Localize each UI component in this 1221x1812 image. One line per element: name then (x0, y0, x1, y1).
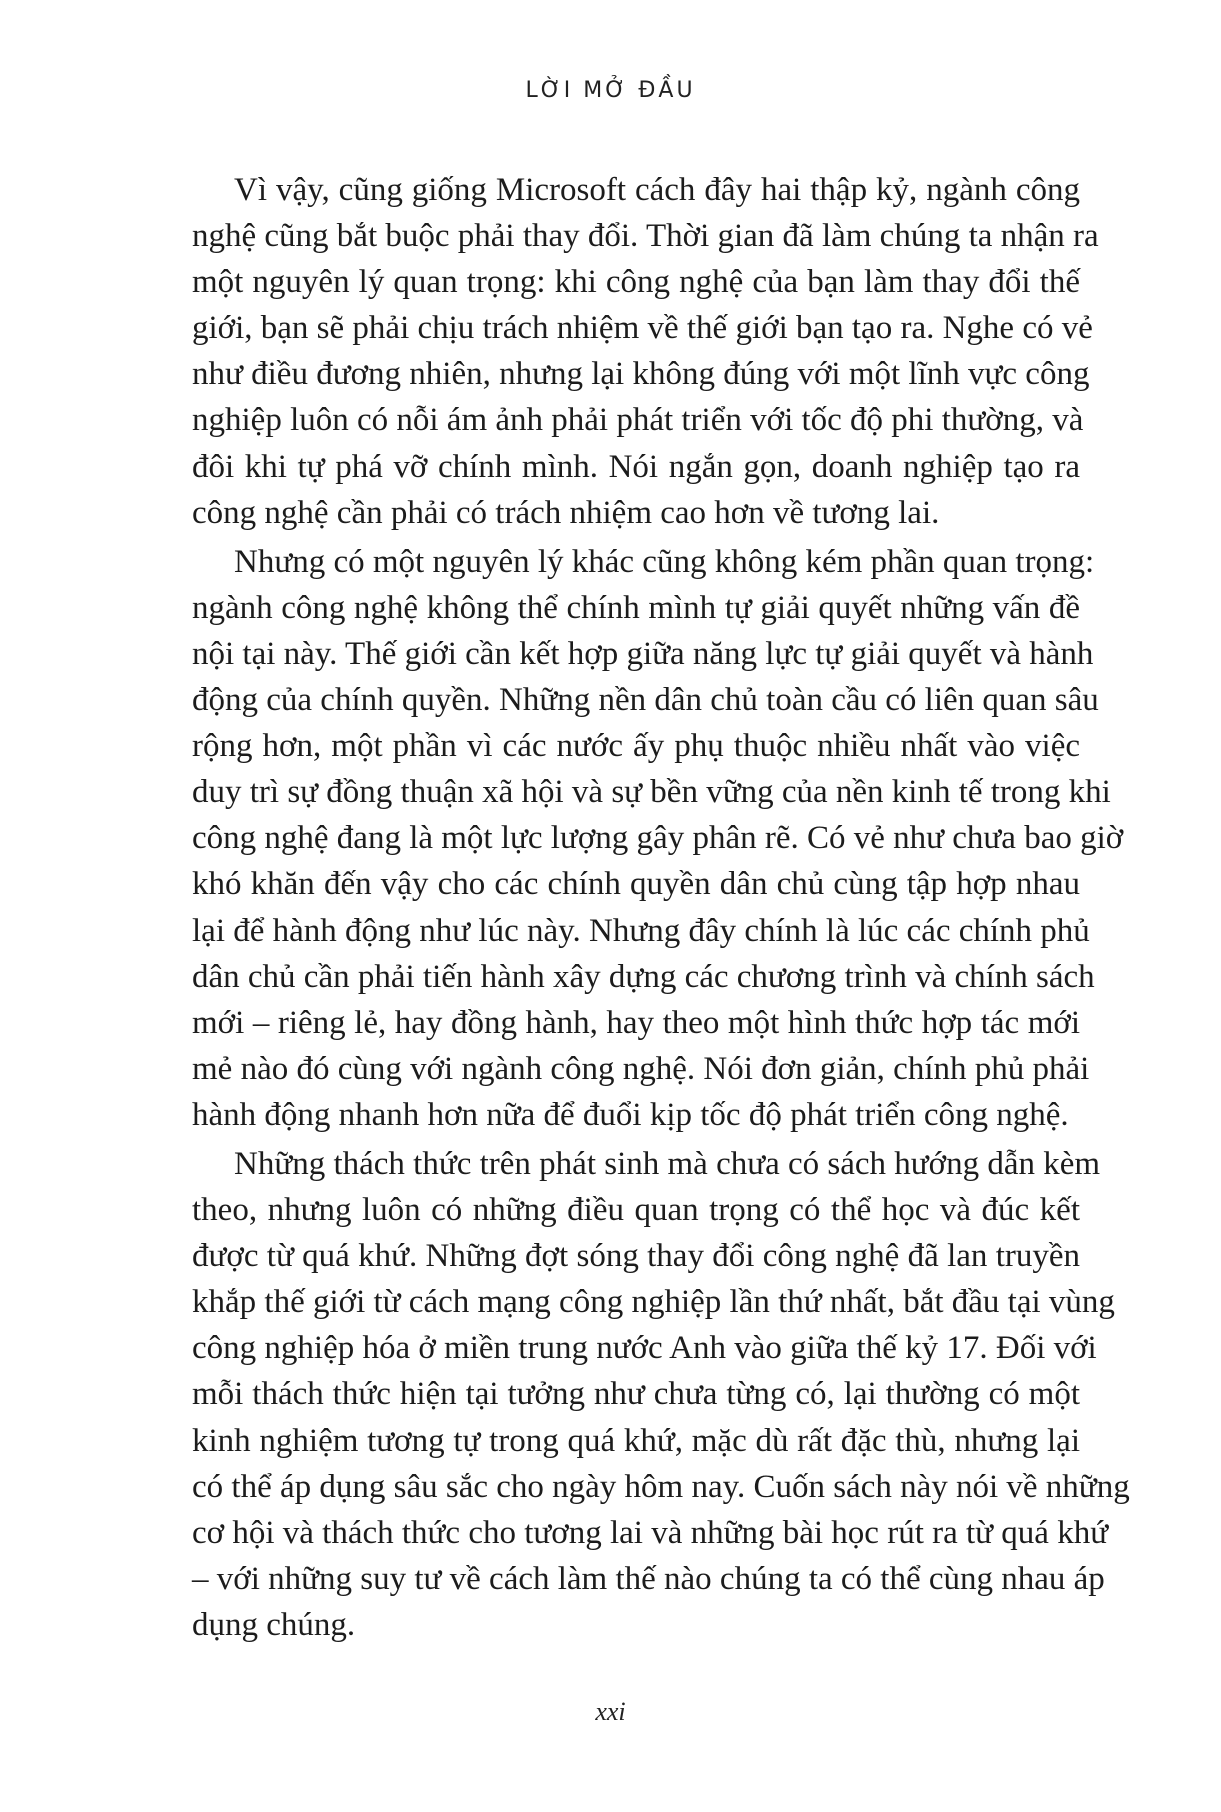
text-line: hành động nhanh hơn nữa để đuổi kịp tốc độ phát triển công nghệ. (192, 1096, 1069, 1133)
text-line: như điều đương nhiên, nhưng lại không đúng với một lĩnh vực công (192, 356, 1090, 393)
text-line: khắp thế giới từ cách mạng công nghiệp lần thứ nhất, bắt đầu tại vùng (192, 1284, 1115, 1321)
text-line: theo, nhưng luôn có những điều quan trọng có thể học và đúc kết (192, 1192, 1080, 1229)
paragraph-1 (150, 167, 1099, 536)
text-line: ngành công nghệ không thể chính mình tự giải quyết những vấn đề (192, 589, 1080, 626)
text-line: một nguyên lý quan trọng: khi công nghệ của bạn làm thay đổi thế (192, 264, 1080, 301)
text-line: được từ quá khứ. Những đợt sóng thay đổi công nghệ đã lan truyền (192, 1238, 1080, 1275)
text-line: khó khăn đến vậy cho các chính quyền dân chủ cùng tập hợp nhau (192, 866, 1080, 903)
text-line: mới – riêng lẻ, hay đồng hành, hay theo một hình thức hợp tác mới (192, 1004, 1080, 1041)
text-line: dụng chúng. (192, 1606, 356, 1643)
text-line: Nhưng có một nguyên lý khác cũng không kém phần quan trọng: (234, 543, 1095, 580)
paragraph-2 (150, 539, 1124, 1138)
text-line: Những thách thức trên phát sinh mà chưa có sách hướng dẫn kèm (234, 1145, 1101, 1182)
text-line: nghiệp luôn có nỗi ám ảnh phải phát triển với tốc độ phi thường, và (192, 402, 1084, 439)
running-header: LỜI MỞ ĐẦU (525, 78, 696, 103)
text-line: nghệ cũng bắt buộc phải thay đổi. Thời gian đã làm chúng ta nhận ra (192, 218, 1099, 255)
text-line: mẻ nào đó cùng với ngành công nghệ. Nói đơn giản, chính phủ phải (192, 1050, 1090, 1087)
body-text (150, 167, 1130, 1651)
text-line: có thể áp dụng sâu sắc cho ngày hôm nay. Cuốn sách này nói về những (192, 1468, 1130, 1505)
text-line: công nghệ đang là một lực lượng gây phân rẽ. Có vẻ như chưa bao giờ (192, 820, 1124, 857)
text-line: động của chính quyền. Những nền dân chủ toàn cầu có liên quan sâu (192, 682, 1099, 719)
text-line: dân chủ cần phải tiến hành xây dựng các chương trình và chính sách (192, 958, 1095, 995)
text-line: đôi khi tự phá vỡ chính mình. Nói ngắn gọn, doanh nghiệp tạo ra (192, 448, 1080, 485)
page-number: xxi (595, 1697, 626, 1726)
paragraph-3 (150, 1141, 1130, 1648)
text-line: duy trì sự đồng thuận xã hội và sự bền vững của nền kinh tế trong khi (192, 774, 1111, 811)
text-line: lại để hành động như lúc này. Nhưng đây chính là lúc các chính phủ (192, 912, 1090, 949)
text-line: rộng hơn, một phần vì các nước ấy phụ thuộc nhiều nhất vào việc (192, 728, 1080, 765)
text-line: công nghệ cần phải có trách nhiệm cao hơn về tương lai. (192, 494, 940, 531)
text-line: công nghiệp hóa ở miền trung nước Anh vào giữa thế kỷ 17. Đối với (192, 1330, 1097, 1367)
text-line: Vì vậy, cũng giống Microsoft cách đây hai thập kỷ, ngành công (234, 172, 1080, 208)
text-line: cơ hội và thách thức cho tương lai và những bài học rút ra từ quá khứ (192, 1514, 1109, 1551)
text-line: giới, bạn sẽ phải chịu trách nhiệm về thế giới bạn tạo ra. Nghe có vẻ (192, 310, 1093, 347)
text-line: mỗi thách thức hiện tại tưởng như chưa từng có, lại thường có một (192, 1376, 1080, 1413)
text-line: – với những suy tư về cách làm thế nào chúng ta có thể cùng nhau áp (192, 1560, 1105, 1597)
text-line: kinh nghiệm tương tự trong quá khứ, mặc dù rất đặc thù, nhưng lại (192, 1422, 1080, 1459)
text-line: nội tại này. Thế giới cần kết hợp giữa năng lực tự giải quyết và hành (192, 635, 1094, 672)
